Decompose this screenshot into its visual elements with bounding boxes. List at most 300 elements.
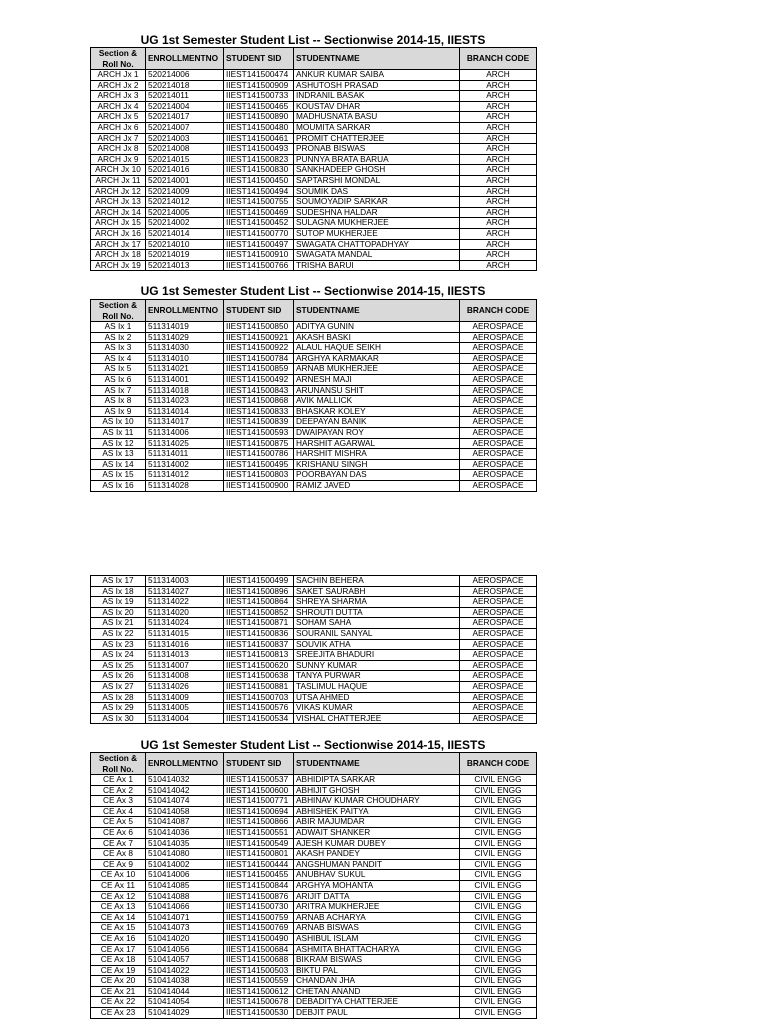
cell-enrollment: 510414066 xyxy=(146,902,224,913)
cell-enrollment: 511314029 xyxy=(146,332,224,343)
cell-student-sid: IIEST141500813 xyxy=(224,650,294,661)
cell-enrollment: 511314006 xyxy=(146,427,224,438)
cell-section-roll: CE Ax 20 xyxy=(91,976,146,987)
cell-branch-code: AEROSPACE xyxy=(460,459,537,470)
cell-student-sid: IIEST141500612 xyxy=(224,986,294,997)
cell-branch-code: AEROSPACE xyxy=(460,470,537,481)
table-row xyxy=(91,101,537,112)
cell-branch-code: ARCH xyxy=(460,260,537,271)
cell-student-name: ARGHYA KARMAKAR xyxy=(294,353,460,364)
table-row xyxy=(91,586,537,597)
cell-student-sid: IIEST141500922 xyxy=(224,343,294,354)
cell-enrollment: 510414029 xyxy=(146,1008,224,1019)
cell-enrollment: 510414074 xyxy=(146,796,224,807)
table-row xyxy=(91,165,537,176)
cell-enrollment: 510414071 xyxy=(146,912,224,923)
table xyxy=(90,752,537,1019)
cell-student-sid: IIEST141500537 xyxy=(224,775,294,786)
cell-enrollment: 511314026 xyxy=(146,681,224,692)
cell-student-sid: IIEST141500755 xyxy=(224,197,294,208)
cell-branch-code: CIVIL ENGG xyxy=(460,923,537,934)
cell-section-roll: ARCH Jx 11 xyxy=(91,175,146,186)
block-title: UG 1st Semester Student List -- Sectionwise 2014-15, IIESTS xyxy=(140,738,486,752)
header-student-sid: STUDENT SID xyxy=(224,753,294,775)
cell-branch-code: CIVIL ENGG xyxy=(460,838,537,849)
cell-branch-code: ARCH xyxy=(460,207,537,218)
cell-section-roll: AS Ix 19 xyxy=(91,597,146,608)
cell-enrollment: 511314007 xyxy=(146,660,224,671)
cell-section-roll: CE Ax 7 xyxy=(91,838,146,849)
header-section-roll: Section & Roll No. xyxy=(91,753,146,775)
cell-student-name: ASHMITA BHATTACHARYA xyxy=(294,944,460,955)
cell-enrollment: 520214004 xyxy=(146,101,224,112)
table-row xyxy=(91,902,537,913)
table-row xyxy=(91,912,537,923)
cell-student-sid: IIEST141500784 xyxy=(224,353,294,364)
table-row xyxy=(91,112,537,123)
table-row xyxy=(91,250,537,261)
cell-section-roll: ARCH Jx 9 xyxy=(91,154,146,165)
cell-student-sid: IIEST141500921 xyxy=(224,332,294,343)
header-student-name: STUDENTNAME xyxy=(294,48,460,70)
cell-section-roll: AS Ix 11 xyxy=(91,427,146,438)
cell-student-name: SWAGATA CHATTOPADHYAY xyxy=(294,239,460,250)
cell-branch-code: AEROSPACE xyxy=(460,332,537,343)
cell-student-name: SHROUTI DUTTA xyxy=(294,607,460,618)
cell-enrollment: 511314020 xyxy=(146,607,224,618)
cell-enrollment: 520214017 xyxy=(146,112,224,123)
cell-student-sid: IIEST141500503 xyxy=(224,965,294,976)
cell-branch-code: AEROSPACE xyxy=(460,639,537,650)
header-section-roll: Section & Roll No. xyxy=(91,48,146,70)
cell-student-name: ARIJIT DATTA xyxy=(294,891,460,902)
cell-enrollment: 510414032 xyxy=(146,775,224,786)
table-row xyxy=(91,628,537,639)
cell-student-name: RAMIZ JAVED xyxy=(294,480,460,491)
cell-student-name: ALAUL HAQUE SEIKH xyxy=(294,343,460,354)
cell-student-name: SUNNY KUMAR xyxy=(294,660,460,671)
cell-student-sid: IIEST141500833 xyxy=(224,406,294,417)
cell-branch-code: CIVIL ENGG xyxy=(460,912,537,923)
cell-enrollment: 510414085 xyxy=(146,880,224,891)
cell-enrollment: 511314024 xyxy=(146,618,224,629)
table-row xyxy=(91,459,537,470)
cell-student-name: SOURANIL SANYAL xyxy=(294,628,460,639)
cell-enrollment: 520214002 xyxy=(146,218,224,229)
cell-student-name: INDRANIL BASAK xyxy=(294,91,460,102)
table-row xyxy=(91,427,537,438)
cell-section-roll: ARCH Jx 17 xyxy=(91,239,146,250)
cell-branch-code: AEROSPACE xyxy=(460,576,537,587)
cell-student-name: AVIK MALLICK xyxy=(294,396,460,407)
cell-section-roll: AS Ix 24 xyxy=(91,650,146,661)
cell-enrollment: 520214014 xyxy=(146,228,224,239)
cell-student-sid: IIEST141500852 xyxy=(224,607,294,618)
cell-student-name: BIKTU PAL xyxy=(294,965,460,976)
cell-enrollment: 511314027 xyxy=(146,586,224,597)
cell-enrollment: 520214007 xyxy=(146,122,224,133)
header-branch-code: BRANCH CODE xyxy=(460,753,537,775)
cell-branch-code: CIVIL ENGG xyxy=(460,891,537,902)
table-row xyxy=(91,417,537,428)
cell-student-name: SOUVIK ATHA xyxy=(294,639,460,650)
cell-branch-code: CIVIL ENGG xyxy=(460,997,537,1008)
table-row xyxy=(91,986,537,997)
cell-branch-code: AEROSPACE xyxy=(460,343,537,354)
cell-branch-code: AEROSPACE xyxy=(460,417,537,428)
cell-branch-code: CIVIL ENGG xyxy=(460,933,537,944)
cell-enrollment: 511314017 xyxy=(146,417,224,428)
cell-student-name: SUTOP MUKHERJEE xyxy=(294,228,460,239)
cell-section-roll: ARCH Jx 19 xyxy=(91,260,146,271)
cell-branch-code: ARCH xyxy=(460,133,537,144)
cell-student-sid: IIEST141500868 xyxy=(224,396,294,407)
cell-section-roll: CE Ax 14 xyxy=(91,912,146,923)
cell-student-name: DEBADITYA CHATTERJEE xyxy=(294,997,460,1008)
cell-student-name: HARSHIT AGARWAL xyxy=(294,438,460,449)
table-row xyxy=(91,817,537,828)
cell-branch-code: ARCH xyxy=(460,197,537,208)
cell-student-sid: IIEST141500850 xyxy=(224,322,294,333)
header-student-name: STUDENTNAME xyxy=(294,753,460,775)
table-row xyxy=(91,239,537,250)
table-row xyxy=(91,806,537,817)
cell-section-roll: AS Ix 23 xyxy=(91,639,146,650)
cell-student-name: SAKET SAURABH xyxy=(294,586,460,597)
cell-branch-code: AEROSPACE xyxy=(460,618,537,629)
header-section-roll: Section & Roll No. xyxy=(91,300,146,322)
cell-branch-code: CIVIL ENGG xyxy=(460,827,537,838)
cell-enrollment: 520214013 xyxy=(146,260,224,271)
cell-branch-code: AEROSPACE xyxy=(460,322,537,333)
cell-section-roll: AS Ix 30 xyxy=(91,713,146,724)
cell-section-roll: CE Ax 21 xyxy=(91,986,146,997)
cell-branch-code: CIVIL ENGG xyxy=(460,986,537,997)
table-row xyxy=(91,1008,537,1019)
table-row xyxy=(91,891,537,902)
cell-student-sid: IIEST141500465 xyxy=(224,101,294,112)
cell-student-sid: IIEST141500461 xyxy=(224,133,294,144)
table xyxy=(90,299,537,492)
cell-branch-code: CIVIL ENGG xyxy=(460,1008,537,1019)
cell-branch-code: CIVIL ENGG xyxy=(460,859,537,870)
table-row xyxy=(91,796,537,807)
cell-student-sid: IIEST141500910 xyxy=(224,250,294,261)
cell-branch-code: ARCH xyxy=(460,91,537,102)
table-row xyxy=(91,681,537,692)
cell-student-sid: IIEST141500493 xyxy=(224,144,294,155)
cell-branch-code: CIVIL ENGG xyxy=(460,880,537,891)
cell-section-roll: AS Ix 15 xyxy=(91,470,146,481)
table-row xyxy=(91,470,537,481)
header-student-sid: STUDENT SID xyxy=(224,300,294,322)
cell-branch-code: CIVIL ENGG xyxy=(460,785,537,796)
cell-section-roll: CE Ax 1 xyxy=(91,775,146,786)
cell-branch-code: AEROSPACE xyxy=(460,364,537,375)
cell-enrollment: 511314023 xyxy=(146,396,224,407)
cell-enrollment: 511314009 xyxy=(146,692,224,703)
cell-branch-code: AEROSPACE xyxy=(460,480,537,491)
cell-section-roll: ARCH Jx 6 xyxy=(91,122,146,133)
table-row xyxy=(91,597,537,608)
cell-student-name: ARNESH MAJI xyxy=(294,374,460,385)
cell-enrollment: 520214005 xyxy=(146,207,224,218)
cell-branch-code: CIVIL ENGG xyxy=(460,944,537,955)
cell-student-sid: IIEST141500684 xyxy=(224,944,294,955)
cell-student-name: TRISHA BARUI xyxy=(294,260,460,271)
cell-student-sid: IIEST141500801 xyxy=(224,849,294,860)
cell-branch-code: AEROSPACE xyxy=(460,660,537,671)
header-student-name: STUDENTNAME xyxy=(294,300,460,322)
table-row xyxy=(91,976,537,987)
student-table-arch xyxy=(90,47,536,271)
cell-enrollment: 511314016 xyxy=(146,639,224,650)
table-row xyxy=(91,923,537,934)
cell-student-sid: IIEST141500495 xyxy=(224,459,294,470)
table-row xyxy=(91,70,537,81)
table-row xyxy=(91,144,537,155)
cell-student-sid: IIEST141500866 xyxy=(224,817,294,828)
cell-student-name: SOUMOYADIP SARKAR xyxy=(294,197,460,208)
table-row xyxy=(91,838,537,849)
cell-enrollment: 510414054 xyxy=(146,997,224,1008)
cell-enrollment: 510414006 xyxy=(146,870,224,881)
cell-student-name: HARSHIT MISHRA xyxy=(294,449,460,460)
cell-student-name: SAPTARSHI MONDAL xyxy=(294,175,460,186)
table-row xyxy=(91,396,537,407)
table-row xyxy=(91,870,537,881)
cell-student-sid: IIEST141500474 xyxy=(224,70,294,81)
cell-student-name: VISHAL CHATTERJEE xyxy=(294,713,460,724)
cell-branch-code: ARCH xyxy=(460,218,537,229)
cell-section-roll: AS Ix 21 xyxy=(91,618,146,629)
table-row xyxy=(91,438,537,449)
cell-section-roll: ARCH Jx 2 xyxy=(91,80,146,91)
cell-student-sid: IIEST141500530 xyxy=(224,1008,294,1019)
cell-student-name: SHREYA SHARMA xyxy=(294,597,460,608)
cell-branch-code: CIVIL ENGG xyxy=(460,965,537,976)
header-row xyxy=(91,753,537,775)
table-row xyxy=(91,80,537,91)
cell-branch-code: ARCH xyxy=(460,228,537,239)
cell-section-roll: AS Ix 13 xyxy=(91,449,146,460)
cell-student-name: ARGHYA MOHANTA xyxy=(294,880,460,891)
cell-student-sid: IIEST141500786 xyxy=(224,449,294,460)
cell-student-sid: IIEST141500559 xyxy=(224,976,294,987)
table-row xyxy=(91,576,537,587)
cell-student-name: ADWAIT SHANKER xyxy=(294,827,460,838)
cell-enrollment: 511314004 xyxy=(146,713,224,724)
cell-branch-code: AEROSPACE xyxy=(460,597,537,608)
cell-branch-code: ARCH xyxy=(460,122,537,133)
cell-section-roll: AS Ix 22 xyxy=(91,628,146,639)
cell-student-name: VIKAS KUMAR xyxy=(294,703,460,714)
cell-section-roll: CE Ax 18 xyxy=(91,955,146,966)
cell-student-sid: IIEST141500837 xyxy=(224,639,294,650)
cell-section-roll: ARCH Jx 7 xyxy=(91,133,146,144)
cell-enrollment: 510414022 xyxy=(146,965,224,976)
cell-branch-code: CIVIL ENGG xyxy=(460,817,537,828)
cell-student-name: UTSA AHMED xyxy=(294,692,460,703)
cell-enrollment: 511314008 xyxy=(146,671,224,682)
cell-student-name: AJESH KUMAR DUBEY xyxy=(294,838,460,849)
table-row xyxy=(91,703,537,714)
cell-student-sid: IIEST141500480 xyxy=(224,122,294,133)
cell-student-sid: IIEST141500730 xyxy=(224,902,294,913)
cell-section-roll: ARCH Jx 15 xyxy=(91,218,146,229)
cell-student-name: ANGSHUMAN PANDIT xyxy=(294,859,460,870)
cell-branch-code: AEROSPACE xyxy=(460,427,537,438)
table-row xyxy=(91,133,537,144)
cell-student-name: MADHUSNATA BASU xyxy=(294,112,460,123)
cell-student-sid: IIEST141500830 xyxy=(224,165,294,176)
cell-branch-code: CIVIL ENGG xyxy=(460,870,537,881)
cell-branch-code: ARCH xyxy=(460,144,537,155)
cell-student-name: CHETAN ANAND xyxy=(294,986,460,997)
cell-student-name: ARITRA MUKHERJEE xyxy=(294,902,460,913)
cell-student-name: SUDESHNA HALDAR xyxy=(294,207,460,218)
cell-branch-code: AEROSPACE xyxy=(460,703,537,714)
cell-branch-code: AEROSPACE xyxy=(460,449,537,460)
cell-section-roll: AS Ix 9 xyxy=(91,406,146,417)
cell-section-roll: CE Ax 17 xyxy=(91,944,146,955)
cell-enrollment: 511314021 xyxy=(146,364,224,375)
cell-student-sid: IIEST141500900 xyxy=(224,480,294,491)
cell-student-sid: IIEST141500859 xyxy=(224,364,294,375)
cell-student-name: ABHINAV KUMAR CHOUDHARY xyxy=(294,796,460,807)
cell-branch-code: ARCH xyxy=(460,175,537,186)
table-row xyxy=(91,186,537,197)
cell-student-sid: IIEST141500469 xyxy=(224,207,294,218)
cell-branch-code: CIVIL ENGG xyxy=(460,806,537,817)
cell-enrollment: 520214012 xyxy=(146,197,224,208)
cell-section-roll: CE Ax 2 xyxy=(91,785,146,796)
table-row xyxy=(91,692,537,703)
cell-enrollment: 510414056 xyxy=(146,944,224,955)
student-table-civil xyxy=(90,752,536,1019)
cell-enrollment: 510414044 xyxy=(146,986,224,997)
cell-student-name: SREEJITA BHADURI xyxy=(294,650,460,661)
cell-student-name: PUNNYA BRATA BARUA xyxy=(294,154,460,165)
cell-section-roll: AS Ix 28 xyxy=(91,692,146,703)
cell-student-name: MOUMITA SARKAR xyxy=(294,122,460,133)
cell-section-roll: CE Ax 4 xyxy=(91,806,146,817)
cell-section-roll: ARCH Jx 1 xyxy=(91,70,146,81)
table-row xyxy=(91,955,537,966)
cell-section-roll: AS Ix 14 xyxy=(91,459,146,470)
cell-student-name: ARNAB MUKHERJEE xyxy=(294,364,460,375)
cell-section-roll: CE Ax 23 xyxy=(91,1008,146,1019)
cell-branch-code: ARCH xyxy=(460,80,537,91)
student-table-aerospace xyxy=(90,299,536,492)
cell-enrollment: 520214011 xyxy=(146,91,224,102)
cell-enrollment: 510414088 xyxy=(146,891,224,902)
cell-section-roll: AS Ix 17 xyxy=(91,576,146,587)
table-row xyxy=(91,965,537,976)
cell-section-roll: AS Ix 20 xyxy=(91,607,146,618)
table-row xyxy=(91,997,537,1008)
cell-enrollment: 511314002 xyxy=(146,459,224,470)
cell-section-roll: AS Ix 5 xyxy=(91,364,146,375)
cell-branch-code: ARCH xyxy=(460,112,537,123)
cell-student-name: ABHISHEK PAITYA xyxy=(294,806,460,817)
cell-student-name: SOHAM SAHA xyxy=(294,618,460,629)
cell-branch-code: AEROSPACE xyxy=(460,607,537,618)
cell-student-sid: IIEST141500890 xyxy=(224,112,294,123)
cell-student-name: AKASH PANDEY xyxy=(294,849,460,860)
cell-student-name: ABHIDIPTA SARKAR xyxy=(294,775,460,786)
header-row xyxy=(91,300,537,322)
cell-enrollment: 510414036 xyxy=(146,827,224,838)
table-row xyxy=(91,197,537,208)
cell-student-name: ARNAB ACHARYA xyxy=(294,912,460,923)
cell-student-sid: IIEST141500875 xyxy=(224,438,294,449)
table-row xyxy=(91,660,537,671)
cell-enrollment: 511314011 xyxy=(146,449,224,460)
table-row xyxy=(91,650,537,661)
cell-student-name: BIKRAM BISWAS xyxy=(294,955,460,966)
cell-student-sid: IIEST141500638 xyxy=(224,671,294,682)
table-row xyxy=(91,449,537,460)
cell-branch-code: AEROSPACE xyxy=(460,406,537,417)
cell-branch-code: CIVIL ENGG xyxy=(460,796,537,807)
cell-student-sid: IIEST141500836 xyxy=(224,628,294,639)
cell-section-roll: CE Ax 8 xyxy=(91,849,146,860)
cell-section-roll: ARCH Jx 8 xyxy=(91,144,146,155)
cell-branch-code: ARCH xyxy=(460,101,537,112)
cell-student-sid: IIEST141500694 xyxy=(224,806,294,817)
header-enrollment: ENROLLMENTNO xyxy=(146,753,224,775)
cell-student-name: KRISHANU SINGH xyxy=(294,459,460,470)
table-row xyxy=(91,859,537,870)
cell-section-roll: AS Ix 25 xyxy=(91,660,146,671)
cell-enrollment: 520214015 xyxy=(146,154,224,165)
table-row xyxy=(91,944,537,955)
cell-branch-code: ARCH xyxy=(460,70,537,81)
cell-branch-code: CIVIL ENGG xyxy=(460,955,537,966)
cell-section-roll: CE Ax 15 xyxy=(91,923,146,934)
cell-student-sid: IIEST141500839 xyxy=(224,417,294,428)
header-branch-code: BRANCH CODE xyxy=(460,48,537,70)
cell-section-roll: ARCH Jx 10 xyxy=(91,165,146,176)
cell-section-roll: AS Ix 29 xyxy=(91,703,146,714)
header-branch-code: BRANCH CODE xyxy=(460,300,537,322)
cell-branch-code: AEROSPACE xyxy=(460,628,537,639)
header-enrollment: ENROLLMENTNO xyxy=(146,300,224,322)
cell-student-sid: IIEST141500455 xyxy=(224,870,294,881)
cell-enrollment: 511314022 xyxy=(146,597,224,608)
table-row xyxy=(91,385,537,396)
cell-section-roll: ARCH Jx 18 xyxy=(91,250,146,261)
cell-student-name: CHANDAN JHA xyxy=(294,976,460,987)
cell-enrollment: 511314012 xyxy=(146,470,224,481)
cell-branch-code: CIVIL ENGG xyxy=(460,775,537,786)
cell-student-name: TASLIMUL HAQUE xyxy=(294,681,460,692)
cell-branch-code: ARCH xyxy=(460,154,537,165)
cell-enrollment: 511314003 xyxy=(146,576,224,587)
cell-enrollment: 510414035 xyxy=(146,838,224,849)
header-student-sid: STUDENT SID xyxy=(224,48,294,70)
cell-student-sid: IIEST141500864 xyxy=(224,597,294,608)
cell-student-name: DEBJIT PAUL xyxy=(294,1008,460,1019)
cell-enrollment: 520214006 xyxy=(146,70,224,81)
cell-student-sid: IIEST141500600 xyxy=(224,785,294,796)
cell-student-name: ADITYA GUNIN xyxy=(294,322,460,333)
table-row xyxy=(91,364,537,375)
cell-section-roll: AS Ix 10 xyxy=(91,417,146,428)
cell-section-roll: ARCH Jx 14 xyxy=(91,207,146,218)
cell-branch-code: AEROSPACE xyxy=(460,438,537,449)
